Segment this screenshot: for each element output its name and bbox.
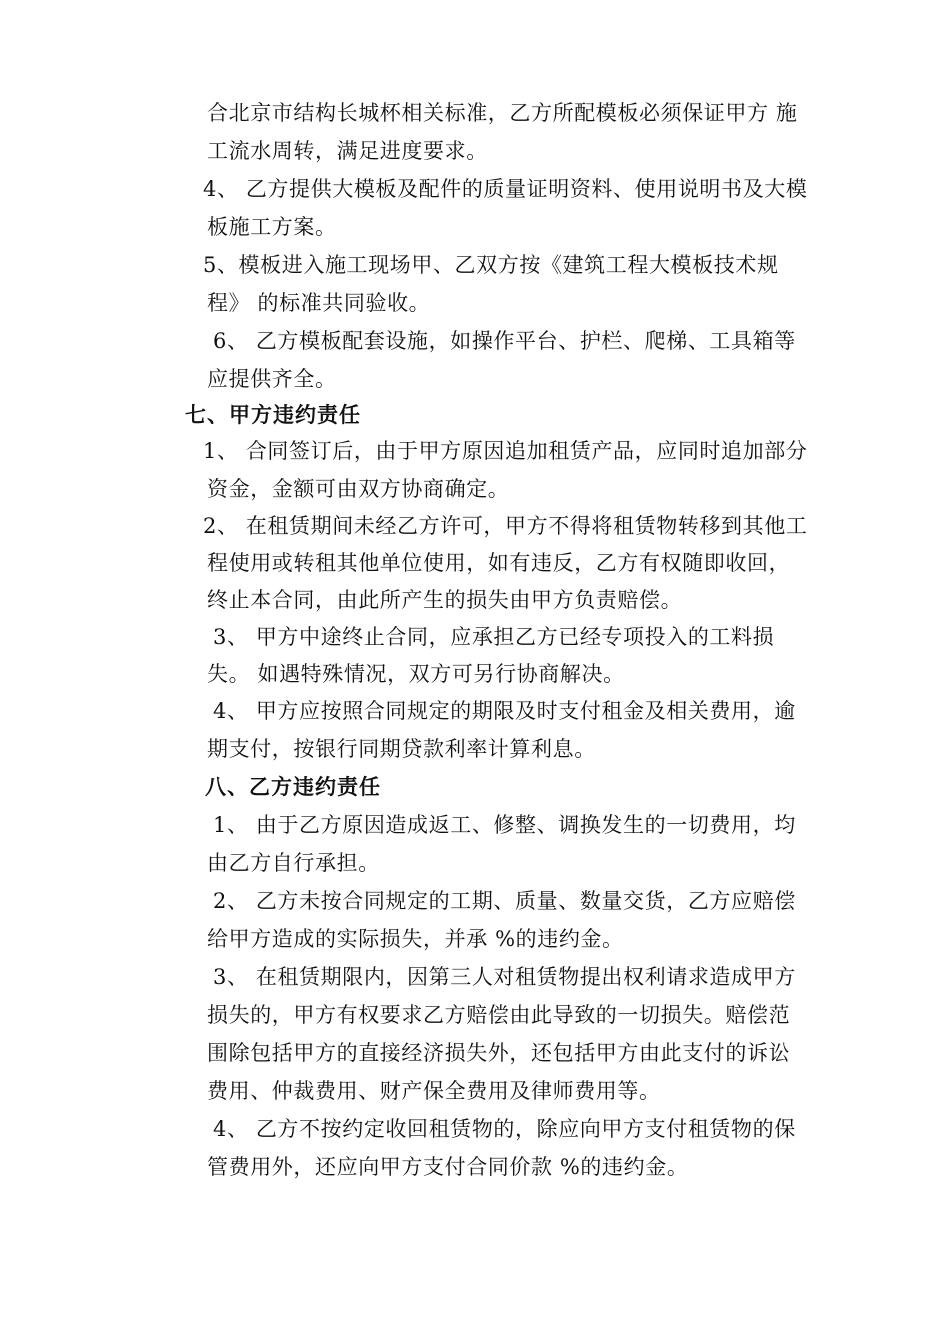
text-line: 2、 在租赁期间未经乙方许可，甲方不得将租赁物转移到其他工 <box>203 514 808 538</box>
text-line: 3、 甲方中途终止合同，应承担乙方已经专项投入的工料损 <box>213 625 775 649</box>
text-line: 3、 在租赁期限内，因第三人对租赁物提出权利请求造成甲方 <box>213 965 796 989</box>
text-line: 工流水周转，满足进度要求。 <box>207 139 488 163</box>
text-line: 板施工方案。 <box>207 215 337 239</box>
section-heading-8: 八、乙方违约责任 <box>205 774 381 799</box>
text-line: 4、 甲方应按照合同规定的期限及时支付租金及相关费用，逾 <box>213 699 796 723</box>
section-heading-7: 七、甲方违约责任 <box>185 402 361 427</box>
text-line: 程使用或转租其他单位使用，如有违反，乙方有权随即收回， <box>207 551 791 575</box>
text-line: 期支付，按银行同期贷款利率计算利息。 <box>207 737 596 761</box>
text-line: 由乙方自行承担。 <box>207 851 380 875</box>
text-line: 2、 乙方未按合同规定的工期、质量、数量交货，乙方应赔偿 <box>213 889 796 913</box>
text-line: 4、 乙方不按约定收回租赁物的，除应向甲方支付租赁物的保 <box>213 1117 796 1141</box>
text-line: 4、 乙方提供大模板及配件的质量证明资料、使用说明书及大模 <box>203 177 808 201</box>
text-line: 管费用外，还应向甲方支付合同价款 %的违约金。 <box>207 1155 689 1179</box>
text-line: 1、 由于乙方原因造成返工、修整、调换发生的一切费用，均 <box>213 813 796 837</box>
text-line: 给甲方造成的实际损失，并承 %的违约金。 <box>207 927 624 951</box>
text-line: 失。 如遇特殊情况，双方可另行协商解决。 <box>207 662 625 686</box>
text-line: 终止本合同，由此所产生的损失由甲方负责赔偿。 <box>207 588 683 612</box>
text-line: 1、 合同签订后，由于甲方原因追加租赁产品，应同时追加部分 <box>203 439 808 463</box>
text-line: 费用、仲裁费用、财产保全费用及律师费用等。 <box>207 1079 661 1103</box>
text-line: 资金，金额可由双方协商确定。 <box>207 477 510 501</box>
text-line: 围除包括甲方的直接经济损失外，还包括甲方由此支付的诉讼 <box>207 1041 791 1065</box>
text-line: 应提供齐全。 <box>207 367 337 391</box>
text-line: 合北京市结构长城杯相关标准，乙方所配模板必须保证甲方 施 <box>207 101 798 125</box>
text-line: 程》 的标准共同验收。 <box>207 291 431 315</box>
text-line: 5、模板进入施工现场甲、乙双方按《建筑工程大模板技术规 <box>203 253 779 277</box>
text-line: 损失的，甲方有权要求乙方赔偿由此导致的一切损失。赔偿范 <box>207 1003 791 1027</box>
text-line: 6、 乙方模板配套设施，如操作平台、护栏、爬梯、工具箱等 <box>213 329 796 353</box>
